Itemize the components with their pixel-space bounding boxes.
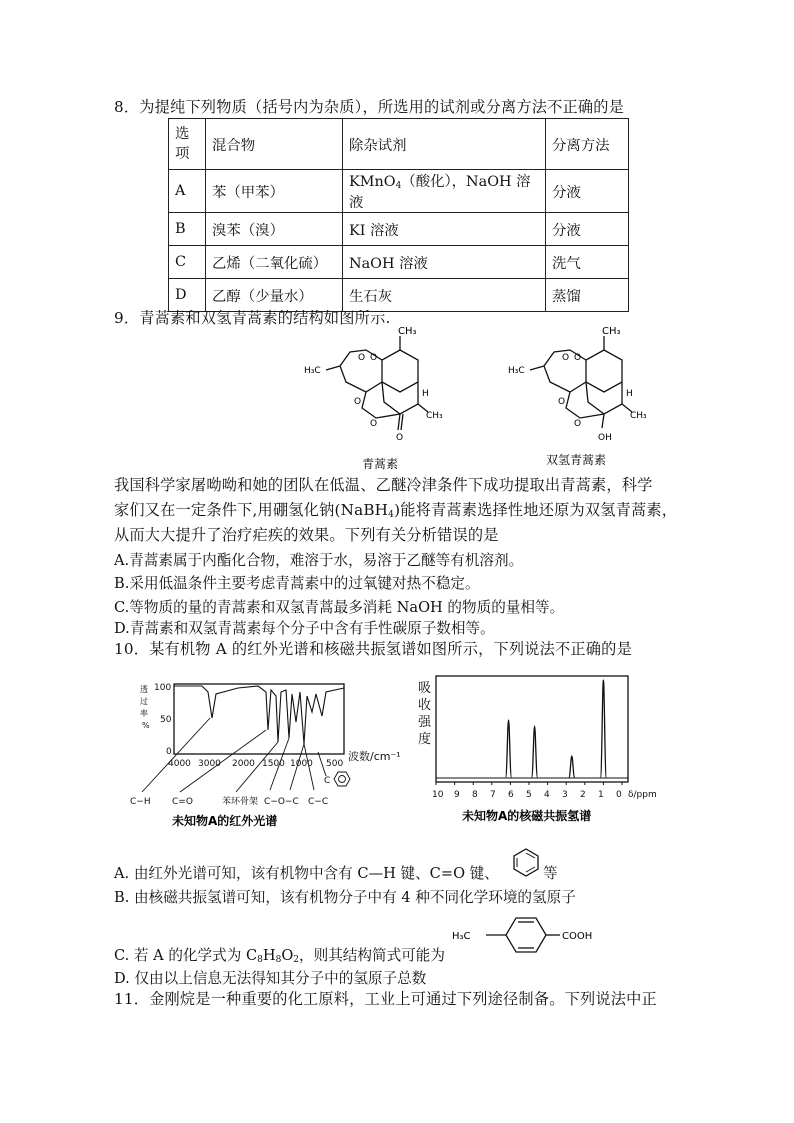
ir-ytick-100: 100 (154, 683, 172, 693)
ir-annotation-coc: C−O−C (264, 797, 299, 807)
ir-ring-c-label: C (324, 776, 331, 786)
q10-stem: 10．某有机物 A 的红外光谱和核磁共振氢谱如图所示，下列说法不正确的是 (114, 640, 632, 658)
cell-option: D (169, 279, 206, 312)
h-label: H (626, 389, 633, 399)
ir-ylabel-4: % (142, 721, 150, 730)
nmr-caption: 未知物A的核磁共振氢谱 (462, 809, 592, 823)
nmr-xtick-10: 10 (432, 790, 444, 800)
ether-o-label: O (354, 397, 362, 407)
ir-annotation-benzene: 苯环骨架 (222, 797, 259, 807)
nmr-spectrum-chart (414, 672, 684, 832)
cell-mixture: 溴苯（溴） (206, 213, 343, 246)
ether-o-label: O (558, 397, 566, 407)
h3c-label: H₃C (304, 366, 321, 376)
cell-mixture: 乙烯（二氧化硫） (206, 246, 343, 279)
p-toluic-acid-structure (452, 912, 602, 958)
ir-ylabel-2: 过 (140, 697, 148, 706)
nmr-xtick-1: 1 (598, 790, 604, 800)
cell-method: 蒸馏 (546, 279, 629, 312)
cell-method: 洗气 (546, 246, 629, 279)
cell-reagent: KI 溶液 (343, 213, 546, 246)
h-label: H (422, 389, 429, 399)
ir-ytick-0: 0 (166, 747, 172, 757)
peroxide-o2-label: O (370, 353, 378, 363)
nmr-xtick-6: 6 (508, 790, 514, 800)
nmr-xtick-4: 4 (544, 790, 550, 800)
ir-ylabel-3: 率 (140, 709, 148, 718)
q10-option-a-suffix: 等 (543, 865, 558, 882)
table-row (169, 246, 629, 279)
ir-annotation-co: C=O (172, 797, 193, 807)
nmr-ylabel-2: 收 (418, 698, 432, 713)
oh-label: OH (598, 433, 612, 443)
nmr-peak (532, 726, 538, 778)
q8-table (168, 118, 629, 312)
cell-reagent: NaOH 溶液 (343, 246, 546, 279)
q10-option-c: C. 若 A 的化学式为 $C_8H_8O_2$，则其结构简式可能为 (114, 947, 445, 965)
peroxide-o-label: O (562, 353, 570, 363)
nmr-xtick-9: 9 (454, 790, 460, 800)
ring-o-label: O (370, 419, 378, 429)
struct-h3c: H₃C (452, 931, 471, 942)
ir-xtick-1000: 1000 (290, 759, 313, 769)
cell-option: B (169, 213, 206, 246)
ir-xunit: 波数/cm⁻¹ (348, 750, 401, 763)
header-reagent: 除杂试剂 (343, 119, 546, 170)
peroxide-o-label: O (358, 353, 366, 363)
nmr-ylabel-1: 吸 (418, 681, 432, 696)
nmr-peak (600, 680, 606, 778)
q9-para-line1: 我国科学家屠呦呦和她的团队在低温、乙醚冷津条件下成功提取出青蒿素，科学 (114, 476, 653, 494)
table-row (169, 170, 629, 213)
q9-option-a: A.青蒿素属于内酯化合物，难溶于水，易溶于乙醚等有机溶剂。 (114, 552, 524, 569)
q11-stem: 11．金刚烷是一种重要的化工原料，工业上可通过下列途径制备。下列说法中正 (114, 990, 657, 1008)
cell-method: 分液 (546, 213, 629, 246)
q9-option-b: B.采用低温条件主要考虑青蒿素中的过氧键对热不稳定。 (114, 575, 480, 592)
ir-ylabel-1: 透 (140, 685, 148, 694)
ir-spectrum-chart (118, 672, 418, 832)
ir-xtick-1500: 1500 (262, 759, 285, 769)
table-row (169, 213, 629, 246)
ir-annotation-cc: C−C (308, 797, 329, 807)
ir-xtick-2000: 2000 (232, 759, 255, 769)
nmr-peak (506, 720, 512, 778)
nmr-xtick-5: 5 (526, 790, 532, 800)
benzene-ring-icon (510, 846, 542, 878)
nmr-xtick-2: 2 (580, 790, 586, 800)
nmr-xunit: δ/ppm (628, 790, 657, 800)
ir-xtick-500: 500 (326, 759, 344, 769)
nmr-peaks (506, 680, 607, 778)
cell-reagent: KMnO$_4$（酸化），NaOH 溶液 (343, 170, 546, 213)
struct-cooh: COOH (562, 931, 593, 942)
cell-method: 分液 (546, 170, 629, 213)
peroxide-o2-label: O (574, 353, 582, 363)
ir-annotation-ch: C−H (130, 797, 151, 807)
artemisinin-name: 青蒿素 (362, 457, 399, 471)
nmr-ylabel-3: 强 (418, 715, 432, 730)
h3c-label: H₃C (508, 366, 525, 376)
nmr-xtick-3: 3 (562, 790, 568, 800)
ch3-2-label: CH₃ (426, 411, 443, 421)
q9-stem: 9．青蒿素和双氢青蒿素的结构如图所示. (114, 309, 391, 327)
ring-o-label: O (574, 419, 582, 429)
q9-option-d: D.青蒿素和双氢青蒿素每个分子中含有手性碳原子数相等。 (114, 620, 495, 637)
carbonyl-o-label: O (396, 433, 404, 443)
ir-ytick-50: 50 (160, 715, 172, 725)
artemisinin-structure (300, 322, 460, 472)
nmr-xtick-7: 7 (490, 790, 496, 800)
cell-mixture: 苯（甲苯） (206, 170, 343, 213)
nmr-xtick-0: 0 (616, 790, 622, 800)
ir-xtick-3000: 3000 (198, 759, 221, 769)
cell-reagent: 生石灰 (343, 279, 546, 312)
header-option: 选 项 (169, 119, 206, 170)
ch3-2-label: CH₃ (630, 411, 647, 421)
table-header-row (169, 119, 629, 170)
dihydroartemisinin-structure (504, 322, 674, 472)
q8-stem: 8．为提纯下列物质（括号内为杂质），所选用的试剂或分离方法不正确的是 (114, 98, 625, 116)
q10-option-a: A. 由红外光谱可知，该有机物中含有 C—H 键、C=O 键、 (114, 865, 499, 882)
nmr-ylabel-4: 度 (418, 732, 432, 747)
q10-option-b: B. 由核磁共振氢谱可知，该有机物分子中有 4 种不同化学环境的氢原子 (114, 889, 576, 906)
cell-option: C (169, 246, 206, 279)
q9-para-line3: 从而大大提升了治疗疟疾的效果。下列有关分析错误的是 (114, 526, 499, 544)
cell-mixture: 乙醇（少量水） (206, 279, 343, 312)
q9-para-line2: 家们又在一定条件下,用硼氢化钠(NaBH$_4$)能将青蒿素选择性地还原为双氢青蒿素， (114, 501, 678, 520)
q10-option-d: D. 仅由以上信息无法得知其分子中的氢原子总数 (114, 970, 427, 987)
ch3-label: CH₃ (602, 326, 621, 337)
header-mixture: 混合物 (206, 119, 343, 170)
nmr-peak (569, 756, 575, 778)
ir-caption: 未知物A的红外光谱 (172, 814, 278, 828)
dihydroartemisinin-name: 双氢青蒿素 (546, 453, 607, 467)
nmr-xtick-8: 8 (472, 790, 478, 800)
ir-xtick-4000: 4000 (168, 759, 191, 769)
q9-option-c: C.等物质的量的青蒿素和双氢青蒿最多消耗 NaOH 的物质的量相等。 (114, 599, 565, 616)
ch3-label: CH₃ (398, 326, 417, 337)
cell-option: A (169, 170, 206, 213)
header-method: 分离方法 (546, 119, 629, 170)
